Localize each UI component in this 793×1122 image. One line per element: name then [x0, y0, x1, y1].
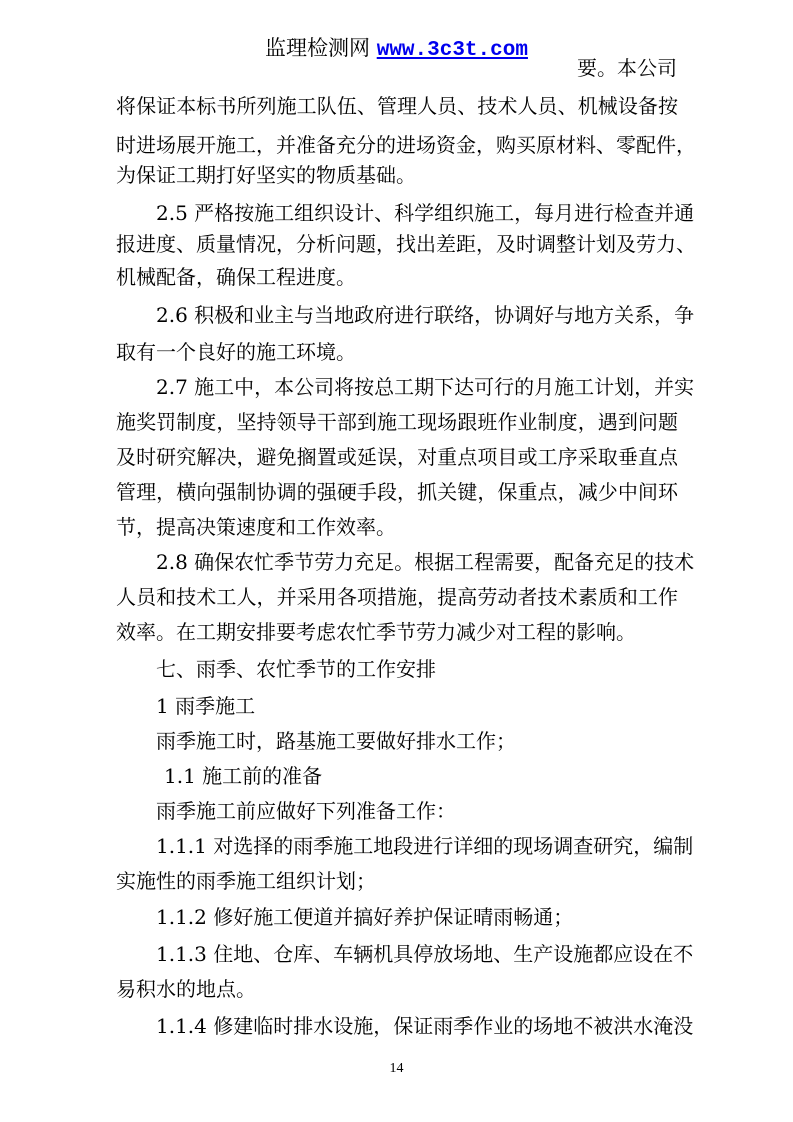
text-line: 机械配备，确保工程进度。 [116, 265, 356, 289]
subsection-heading: 1.1 施工前的准备 [164, 764, 323, 788]
text-line: 时进场展开施工，并准备充分的进场资金，购买原材料、零配件， [116, 133, 696, 157]
site-url-link[interactable]: www.3c3t.com [376, 39, 528, 62]
subsection-heading: 1 雨季施工 [156, 694, 256, 718]
text-line: 雨季施工前应做好下列准备工作： [156, 799, 456, 823]
text-line: 1.1.4 修建临时排水设施，保证雨季作业的场地不被洪水淹没 [156, 1014, 694, 1038]
text-line: 2.7 施工中，本公司将按总工期下达可行的月施工计划，并实 [156, 375, 695, 399]
text-line: 报进度、质量情况，分析问题，找出差距，及时调整计划及劳力、 [116, 232, 696, 256]
text-line: 要。本公司 [577, 56, 677, 80]
text-line: 雨季施工时，路基施工要做好排水工作； [156, 729, 516, 753]
section-heading: 七、雨季、农忙季节的工作安排 [156, 657, 436, 681]
text-line: 2.8 确保农忙季节劳力充足。根据工程需要，配备充足的技术 [156, 550, 695, 574]
text-line: 将保证本标书所列施工队伍、管理人员、技术人员、机械设备按 [116, 94, 678, 118]
text-line: 施奖罚制度，坚持领导干部到施工现场跟班作业制度，遇到问题 [116, 410, 678, 434]
text-line: 管理，横向强制协调的强硬手段，抓关键，保重点，减少中间环 [116, 480, 678, 504]
text-line: 为保证工期打好坚实的物质基础。 [116, 163, 416, 187]
text-line: 人员和技术工人，并采用各项措施，提高劳动者技术素质和工作 [116, 585, 678, 609]
text-line: 1.1.3 住地、仓库、车辆机具停放场地、生产设施都应设在不 [156, 942, 694, 966]
text-line: 实施性的雨季施工组织计划； [116, 869, 376, 893]
page-number: 14 [389, 1061, 404, 1076]
site-name: 监理检测网 [265, 36, 371, 60]
text-line: 1.1.2 修好施工便道并搞好养护保证晴雨畅通； [156, 905, 574, 929]
text-line: 易积水的地点。 [116, 977, 256, 1001]
text-line: 2.5 严格按施工组织设计、科学组织施工，每月进行检查并通 [156, 201, 695, 225]
text-line: 取有一个良好的施工环境。 [116, 340, 356, 364]
text-line: 2.6 积极和业主与当地政府进行联络，协调好与地方关系，争 [156, 303, 695, 327]
text-line: 1.1.1 对选择的雨季施工地段进行详细的现场调查研究，编制 [156, 834, 694, 858]
text-line: 及时研究解决，避免搁置或延误，对重点项目或工序采取垂直点 [116, 445, 678, 469]
text-line: 节，提高决策速度和工作效率。 [116, 515, 396, 539]
text-line: 效率。在工期安排要考虑农忙季节劳力减少对工程的影响。 [116, 620, 636, 644]
